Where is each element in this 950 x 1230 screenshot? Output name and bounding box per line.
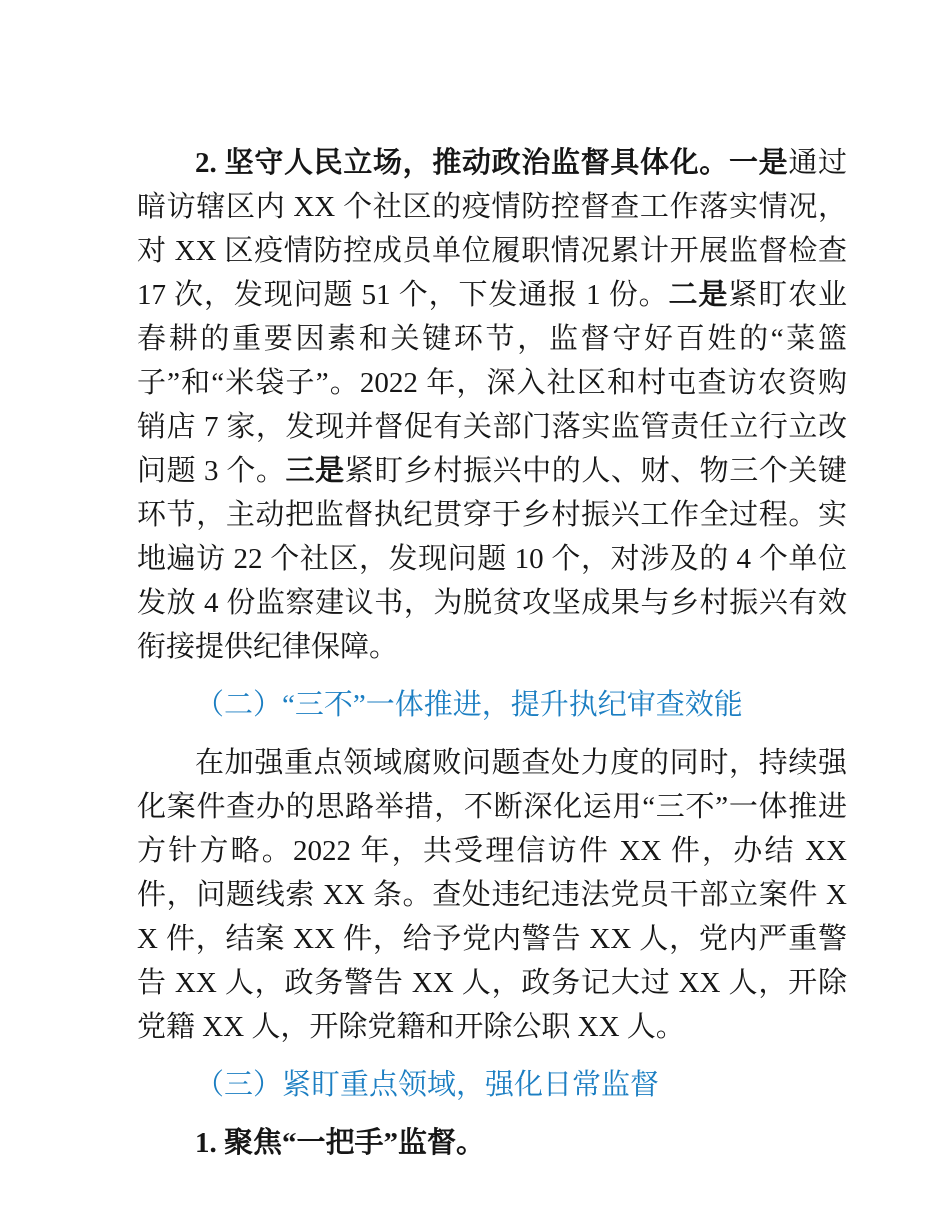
body-text-run: 紧盯乡村振兴中的人、财、物三个关键环节，主动把监督执纪贯穿于乡村振兴工作全过程。实地遍访 22 个社区，发现问题 10 个，对涉及的 4 个单位发放 4 份监察建议书，为脱贫攻坚成果与乡村振兴有效衔接提供纪律保障。 bbox=[137, 455, 847, 663]
paragraph-top-leader-supervision bbox=[137, 1121, 847, 1165]
heading-text-run: （三）紧盯重点领域，强化日常监督 bbox=[195, 1069, 660, 1101]
body-text-run: 在加强重点领域腐败问题查处力度的同时，持续强化案件查办的思路举措，不断深化运用“三不”一体推进方针方略。2022 年，共受理信访件 XX 件，办结 XX 件，问题线索 XX 条。查处违纪违法党员干部立案件 XX 件，结案 XX 件，给予党内警告 XX 人，党内严重警告 XX 人，政务警告 XX 人，政务记大过 XX 人，开除党籍 XX 人，开除党籍和开除公职 XX 人。 bbox=[137, 747, 847, 1043]
paragraph-three-nos-discipline-review bbox=[137, 741, 847, 1049]
section-heading-two bbox=[137, 683, 847, 727]
body-text-run: 紧盯农业春耕的重要因素和关键环节，监督守好百姓的“菜篮子”和“米袋子”。2022 年，深入社区和村屯查访农资购销店 7 家，发现并督促有关部门落实监管责任立行立改问题 3 个。 bbox=[137, 279, 847, 487]
body-text-run: 通过暗访辖区内 XX 个社区的疫情防控督查工作落实情况，对 XX 区疫情防控成员单位履职情况累计开展监督检查 17 次，发现问题 51 个，下发通报 1 份。 bbox=[137, 147, 847, 311]
body-text-run: 二是 bbox=[668, 279, 729, 311]
body-text-run: 2. 坚守人民立场，推动政治监督具体化。一是 bbox=[195, 147, 789, 179]
body-text-run: 三是 bbox=[285, 455, 345, 487]
heading-text-run: （二）“三不”一体推进，提升执纪审查效能 bbox=[195, 689, 743, 721]
paragraph-political-supervision bbox=[137, 141, 847, 669]
body-text-run: 1. 聚焦“一把手”监督。 bbox=[195, 1127, 486, 1159]
section-heading-three bbox=[137, 1063, 847, 1107]
